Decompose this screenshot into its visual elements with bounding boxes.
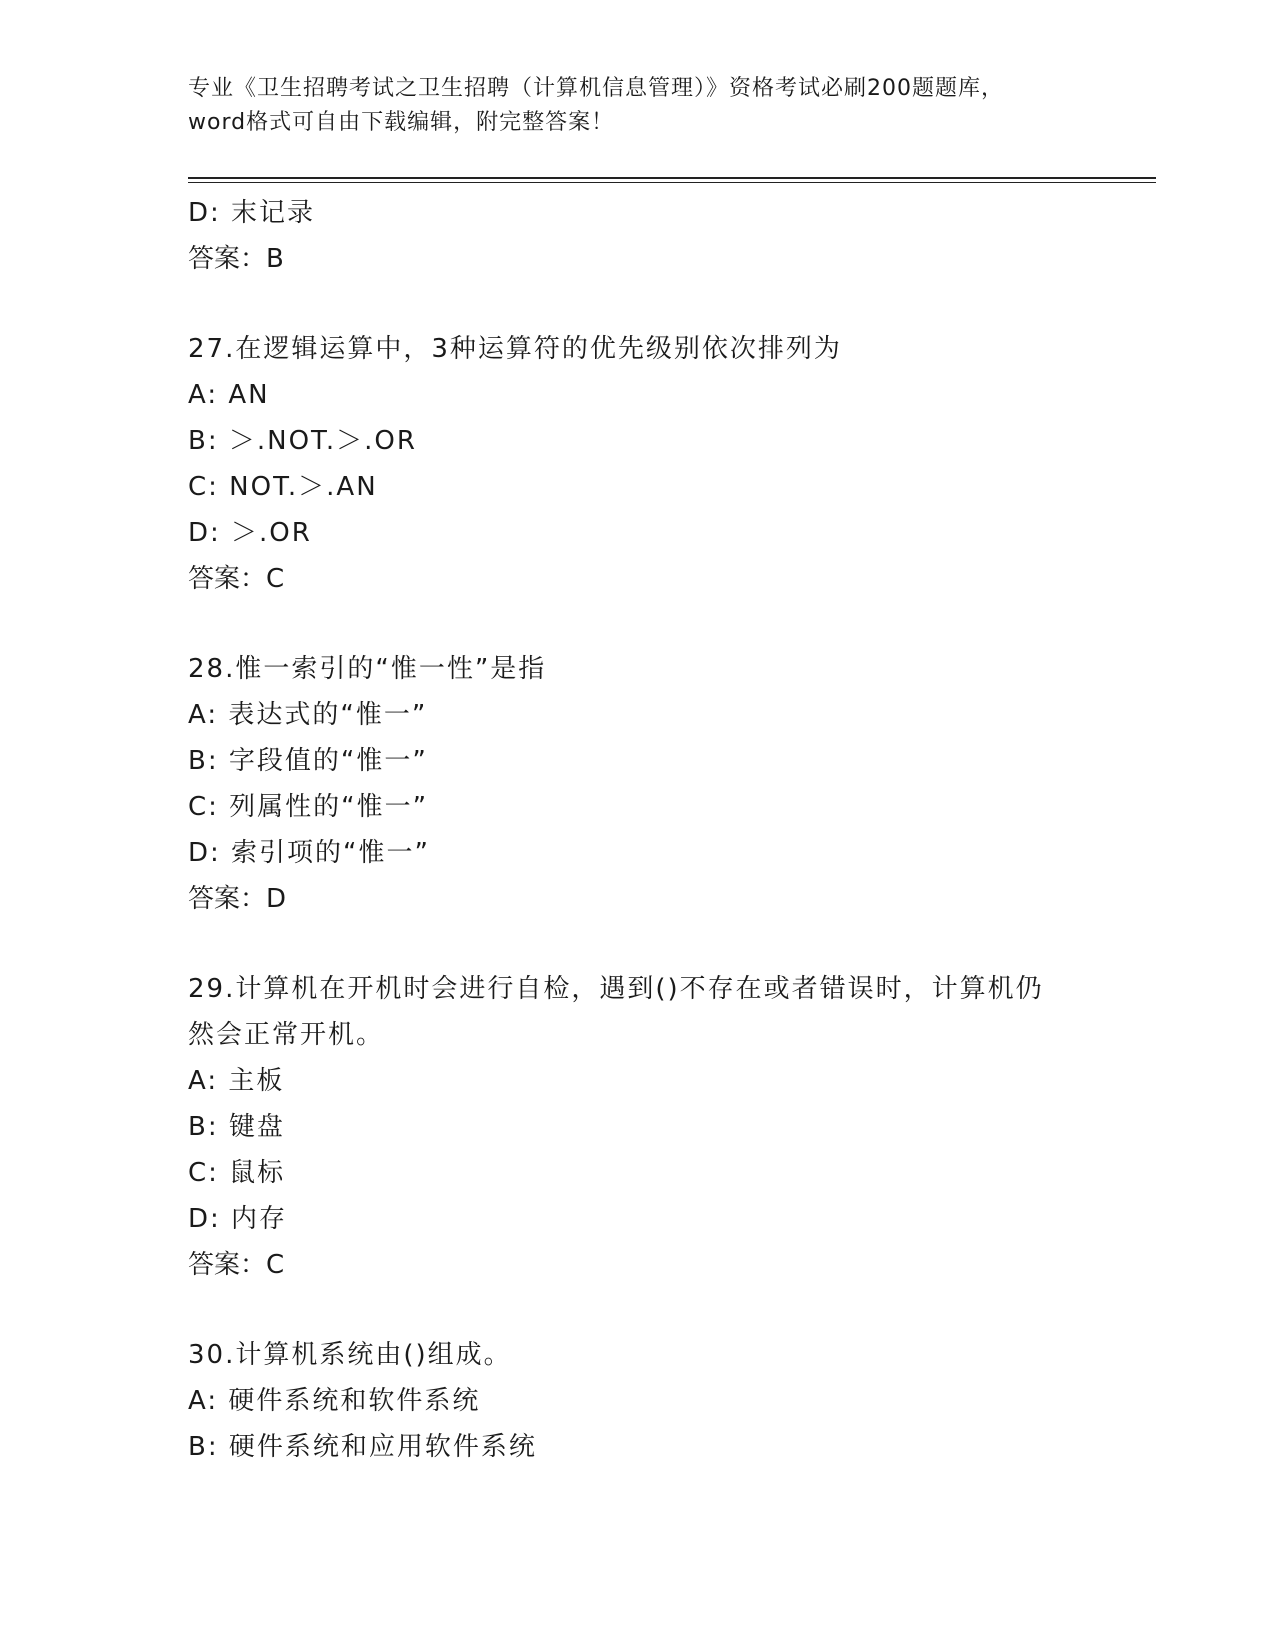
header-divider-thick <box>188 177 1156 179</box>
answer-line: 答案：B <box>188 244 284 274</box>
option-b: B: 硬件系统和应用软件系统 <box>188 1432 537 1462</box>
option-b: B: 键盘 <box>188 1112 285 1142</box>
option-a: A: AN <box>188 380 270 410</box>
answer-line: 答案：C <box>188 1250 285 1280</box>
header-title-line2: word格式可自由下载编辑，附完整答案！ <box>188 110 615 135</box>
document-header <box>188 72 1088 140</box>
question-text: 28.惟一索引的“惟一性”是指 <box>188 654 547 684</box>
question-text-line2: 然会正常开机。 <box>188 1020 385 1050</box>
option-a: A: 表达式的“惟一” <box>188 700 428 730</box>
question-text-line1: 29.计算机在开机时会进行自检，遇到()不存在或者错误时，计算机仍 <box>188 974 1044 1004</box>
answer-line: 答案：C <box>188 564 285 594</box>
option-c: C: 鼠标 <box>188 1158 286 1188</box>
option-a: A: 硬件系统和软件系统 <box>188 1386 481 1416</box>
question-list <box>188 190 1128 1470</box>
option-d: D: 内存 <box>188 1204 288 1234</box>
option-d: D: 索引项的“惟一” <box>188 838 430 868</box>
option-d: D: ＞.OR <box>188 518 312 548</box>
question-block-30 <box>188 1332 1128 1470</box>
header-title-line1: 专业《卫生招聘考试之卫生招聘（计算机信息管理）》资格考试必刷200题题库， <box>188 76 1004 101</box>
answer-line: 答案：D <box>188 884 287 914</box>
question-block-27 <box>188 326 1128 602</box>
option-b: B: 字段值的“惟一” <box>188 746 428 776</box>
option-c: C: 列属性的“惟一” <box>188 792 429 822</box>
question-text: 30.计算机系统由()组成。 <box>188 1340 512 1370</box>
question-text: 27.在逻辑运算中，3种运算符的优先级别依次排列为 <box>188 334 842 364</box>
option-c: C: NOT.＞.AN <box>188 472 378 502</box>
option-a: A: 主板 <box>188 1066 285 1096</box>
question-block-28 <box>188 646 1128 922</box>
option-d: D: 末记录 <box>188 198 316 228</box>
option-b: B: ＞.NOT.＞.OR <box>188 426 417 456</box>
question-block-29 <box>188 966 1128 1288</box>
header-divider-thin <box>188 182 1156 183</box>
question-block-26 <box>188 190 1128 282</box>
